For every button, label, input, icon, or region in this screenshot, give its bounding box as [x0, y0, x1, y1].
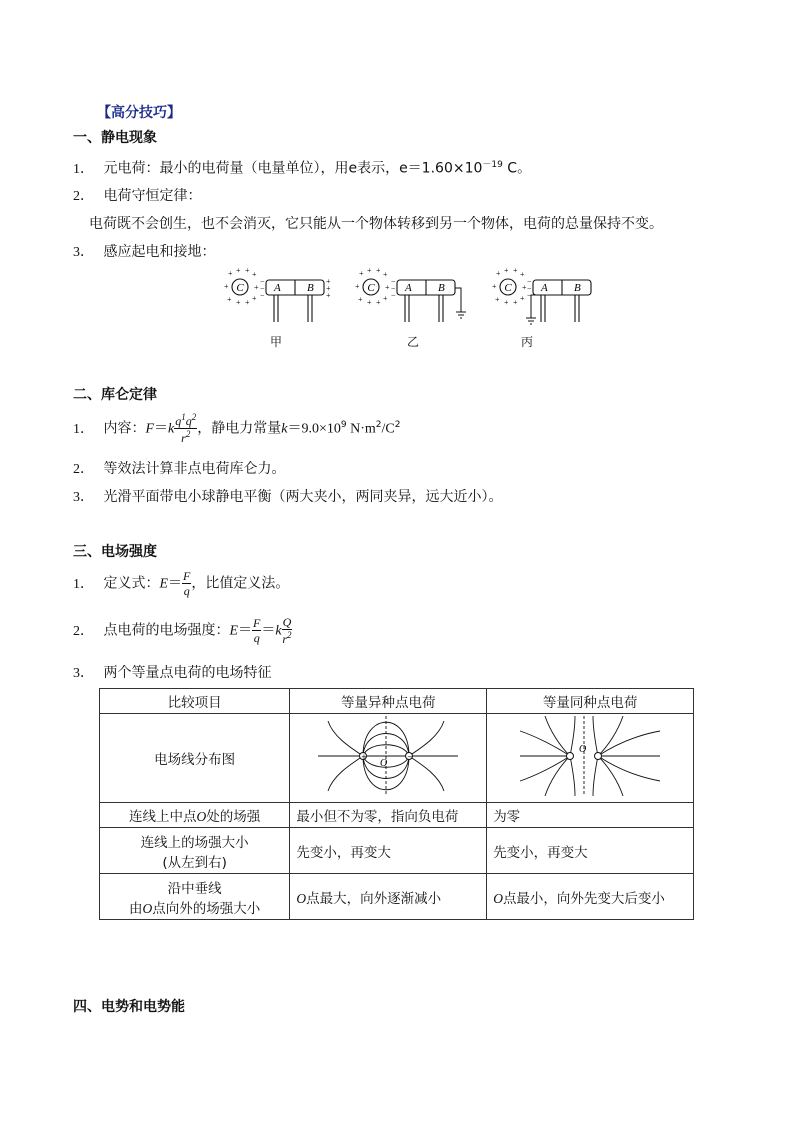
constant-text: ，静电力常量	[197, 420, 282, 437]
svg-text:+: +	[252, 294, 257, 303]
svg-text:−: −	[260, 284, 265, 293]
svg-text:+: +	[376, 298, 381, 307]
comparison-table	[99, 688, 694, 920]
svg-text:−: −	[527, 284, 532, 293]
item-number: 2．	[73, 623, 94, 639]
section-3-heading: 三、电场强度	[73, 544, 157, 560]
definition-fraction: $\frac{F}{q}$	[183, 569, 191, 598]
tips-title: 【高分技巧】	[97, 105, 181, 121]
item-number: 2．	[73, 189, 94, 204]
s1-item-1-text: 元电荷：最小的电荷量（电量单位），用e表示，e＝1.60×10	[103, 160, 483, 177]
force-symbol: F	[145, 421, 155, 437]
svg-text:A: A	[405, 282, 412, 294]
svg-text:+: +	[254, 283, 259, 292]
unit-text: C。	[502, 160, 532, 177]
svg-text:B: B	[438, 282, 445, 294]
svg-text:−: −	[391, 277, 396, 286]
table-row	[100, 828, 694, 874]
item-number: 1．	[73, 421, 94, 437]
s3-item-3: 3． 两个等量点电荷的电场特征	[73, 662, 271, 682]
k-symbol: k	[168, 421, 175, 437]
svg-text:+: +	[385, 283, 390, 292]
figure-label-yi: 乙	[407, 335, 420, 349]
table-cell: 为零	[487, 803, 694, 828]
item-number: 2．	[73, 462, 94, 477]
svg-text:+: +	[227, 295, 232, 304]
svg-text:O: O	[380, 758, 388, 769]
table-cell: 最小但不为零，指向负电荷	[290, 803, 487, 828]
svg-text:+: +	[355, 282, 360, 291]
row-label: 连线上中点O处的场强	[100, 803, 290, 828]
header-cell: 比较项目	[100, 689, 290, 714]
like-charges-field-diagram	[487, 714, 694, 803]
svg-text:−: −	[391, 284, 396, 293]
svg-text:−: −	[260, 277, 265, 286]
svg-text:+: +	[504, 266, 509, 275]
conductor-b-label: B	[307, 282, 314, 294]
svg-text:+: +	[326, 284, 331, 293]
svg-text:+: +	[496, 269, 501, 278]
s3-item-1: 1． 定义式：E＝ $\frac{F}{q}$ ，比值定义法。	[73, 569, 290, 598]
row-label: 连线上的场强大小 (从左到右)	[100, 828, 290, 874]
figure-label-bing: 丙	[521, 335, 534, 349]
svg-text:+: +	[326, 291, 331, 300]
content-label: 内容：	[103, 420, 146, 437]
s1-item-1	[73, 157, 531, 178]
figure-label-jia: 甲	[270, 335, 283, 349]
table-cell: 先变小，再变大	[290, 828, 487, 874]
svg-text:+: +	[522, 283, 527, 292]
section-1-heading: 一、静电现象	[73, 130, 157, 146]
svg-text:+: +	[358, 295, 363, 304]
svg-text:C: C	[367, 282, 375, 294]
svg-text:+: +	[245, 298, 250, 307]
opposite-charges-field-lines	[313, 716, 463, 796]
svg-text:+: +	[361, 753, 368, 761]
svg-text:+: +	[495, 295, 500, 304]
sphere-label: C	[236, 282, 244, 294]
svg-text:+: +	[252, 270, 257, 279]
s1-item-3-text: 感应起电和接地：	[103, 244, 216, 260]
svg-text:+: +	[367, 266, 372, 275]
conductor-a-label: A	[274, 282, 281, 294]
same-charges-field-lines	[515, 716, 665, 796]
svg-text:+: +	[236, 266, 241, 275]
svg-text:−: −	[260, 291, 265, 300]
svg-text:+: +	[367, 298, 372, 307]
svg-text:O: O	[579, 744, 587, 755]
svg-text:+: +	[520, 270, 525, 279]
svg-text:−: −	[527, 291, 532, 300]
table-header-row	[100, 689, 694, 714]
s2-item-3: 3． 光滑平面带电小球静电平衡（两大夹小，两同夹异，远大近小）。	[73, 486, 502, 506]
exponent: －19	[482, 160, 503, 170]
header-cell: 等量同种点电荷	[487, 689, 694, 714]
svg-text:−: −	[391, 291, 396, 300]
field-fraction-1: $\frac{F}{q}$	[253, 616, 261, 645]
s2-item-2: 2． 等效法计算非点电荷库仑力。	[73, 458, 285, 478]
svg-text:+: +	[520, 294, 525, 303]
svg-text:+: +	[359, 269, 364, 278]
table-cell: O点最大，向外逐渐减小	[290, 874, 487, 920]
item-number: 3．	[73, 490, 94, 505]
table-row	[100, 714, 694, 803]
table-cell: 先变小，再变大	[487, 828, 694, 874]
s1-item-2-body: 电荷既不会创生，也不会消灭，它只能从一个物体转移到另一个物体，电荷的总量保持不变。	[89, 216, 663, 232]
svg-text:+: +	[376, 266, 381, 275]
row-label: 电场线分布图	[100, 714, 290, 803]
item-number: 1．	[73, 576, 94, 592]
svg-text:C: C	[504, 282, 512, 294]
table-row	[100, 803, 694, 828]
svg-text:+: +	[492, 282, 497, 291]
s1-item-3	[73, 241, 215, 261]
s1-item-2	[73, 185, 201, 205]
s2-item-1: 1． 内容：F＝k $\frac{q^1q^2}{r^2}$ ，静电力常量$k=9.0\times 10^9$ $N\cdot m^2/C^2$	[73, 412, 401, 445]
svg-text:A: A	[541, 282, 548, 294]
section-4-heading: 四、电势和电势能	[73, 999, 185, 1015]
row-label: 沿中垂线 由O点向外的场强大小	[100, 874, 290, 920]
svg-text:+: +	[236, 298, 241, 307]
svg-text:+: +	[326, 277, 331, 286]
coulomb-fraction: $\frac{q^1q^2}{r^2}$	[175, 412, 197, 445]
field-fraction-2: $\frac{Q}{r^2}$	[282, 615, 292, 646]
item-number: 1．	[73, 161, 94, 177]
figure-yi	[355, 266, 466, 322]
svg-text:+: +	[513, 298, 518, 307]
svg-text:+: +	[245, 266, 250, 275]
svg-text:+: +	[383, 294, 388, 303]
s1-item-2-text: 电荷守恒定律：	[103, 188, 202, 204]
s3-item-2: 2． 点电荷的电场强度：E＝ $\frac{F}{q}$ ＝k $\frac{Q}{r^2}$	[73, 615, 292, 646]
dipole-field-diagram	[290, 714, 487, 803]
header-cell: 等量异种点电荷	[290, 689, 487, 714]
svg-text:+: +	[383, 270, 388, 279]
section-2-heading: 二、库仑定律	[73, 387, 157, 403]
svg-text:−: −	[527, 277, 532, 286]
figure-jia	[224, 266, 331, 322]
ground-wire	[455, 288, 461, 312]
item-number: 3．	[73, 666, 94, 681]
svg-text:+: +	[504, 298, 509, 307]
equals-sign: ＝	[154, 420, 169, 437]
item-number: 3．	[73, 245, 94, 260]
figure-bing	[492, 266, 591, 324]
svg-text:+: +	[228, 269, 233, 278]
svg-text:−: −	[407, 753, 414, 761]
svg-text:B: B	[574, 282, 581, 294]
svg-text:+: +	[513, 266, 518, 275]
svg-text:+: +	[224, 282, 229, 291]
table-cell: O点最小，向外先变大后变小	[487, 874, 694, 920]
table-row	[100, 874, 694, 920]
